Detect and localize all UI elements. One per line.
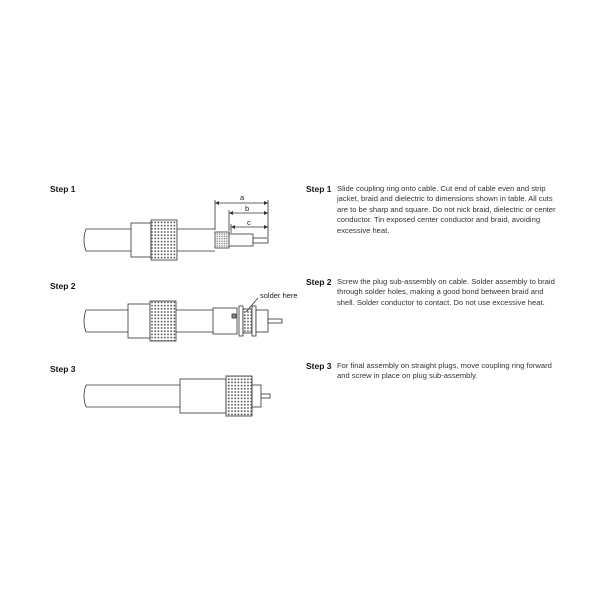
step-3-cable-jacket [86, 385, 180, 407]
step-1-center-conductor [253, 238, 268, 243]
step-1-instruction [306, 184, 556, 236]
step-2-diagram [84, 298, 282, 341]
step-2-cable-jacket [86, 310, 128, 332]
step-1-instruction-label: Step 1 [306, 184, 332, 194]
step-1-coupling-ring-body [131, 223, 151, 257]
step-3-coupling-ring-body [180, 379, 226, 413]
step-3-diagram [84, 376, 270, 416]
step-2-label: Step 2 [50, 281, 76, 291]
step-3-plug-nose [252, 385, 261, 407]
step-3-instruction-text: For final assembly on straight plugs, move coupling ring forward and screw in place on plug sub-assembly. [337, 361, 552, 381]
step-2-solder-hole [232, 314, 236, 318]
step-3-instruction-label: Step 3 [306, 361, 332, 371]
step-3-center-pin [261, 394, 270, 398]
step-2-instruction [306, 277, 556, 308]
step-1-label: Step 1 [50, 184, 76, 194]
step-2-plug-thread-2 [243, 309, 252, 333]
step-2-instruction-text: Screw the plug sub-assembly on cable. Solder assembly to braid through solder holes, making a good bond between braid and shell. Solder conductor to contact. Do not use excessive heat. [337, 277, 555, 307]
step-1-exposed-braid [215, 232, 229, 248]
step-2-plug-thread-3 [252, 306, 256, 336]
dimension-b-label: b [245, 204, 250, 213]
step-1-dielectric [229, 234, 253, 246]
step-2-plug-thread-1 [239, 306, 243, 336]
step-2-center-pin [268, 319, 282, 323]
step-3-label: Step 3 [50, 364, 76, 374]
step-1-cable-jacket [86, 229, 131, 251]
dimension-a-label: a [240, 193, 245, 202]
step-3-instruction [306, 361, 556, 382]
solder-here-label: solder here [260, 291, 298, 300]
step-1-coupling-ring-knurl [151, 220, 177, 260]
step-2-coupling-ring-knurl [150, 301, 176, 341]
step-1-cable-end [84, 229, 86, 251]
step-1-diagram [84, 200, 268, 260]
step-3-coupling-ring-knurl [226, 376, 252, 416]
dimension-c-label: c [247, 218, 251, 227]
step-2-plug-sleeve [213, 308, 237, 334]
step-2-instruction-label: Step 2 [306, 277, 332, 287]
step-2-coupling-ring-body [128, 304, 150, 338]
step-1-instruction-text: Slide coupling ring onto cable. Cut end of cable even and strip jacket, braid and dielectric to dimensions shown in table. All cuts are to be sharp and square. Do not nick braid, dielectric or center conductor. Tin exposed center conductor and braid, avoiding excessive heat. [337, 184, 556, 235]
step-2-plug-front [256, 310, 268, 332]
